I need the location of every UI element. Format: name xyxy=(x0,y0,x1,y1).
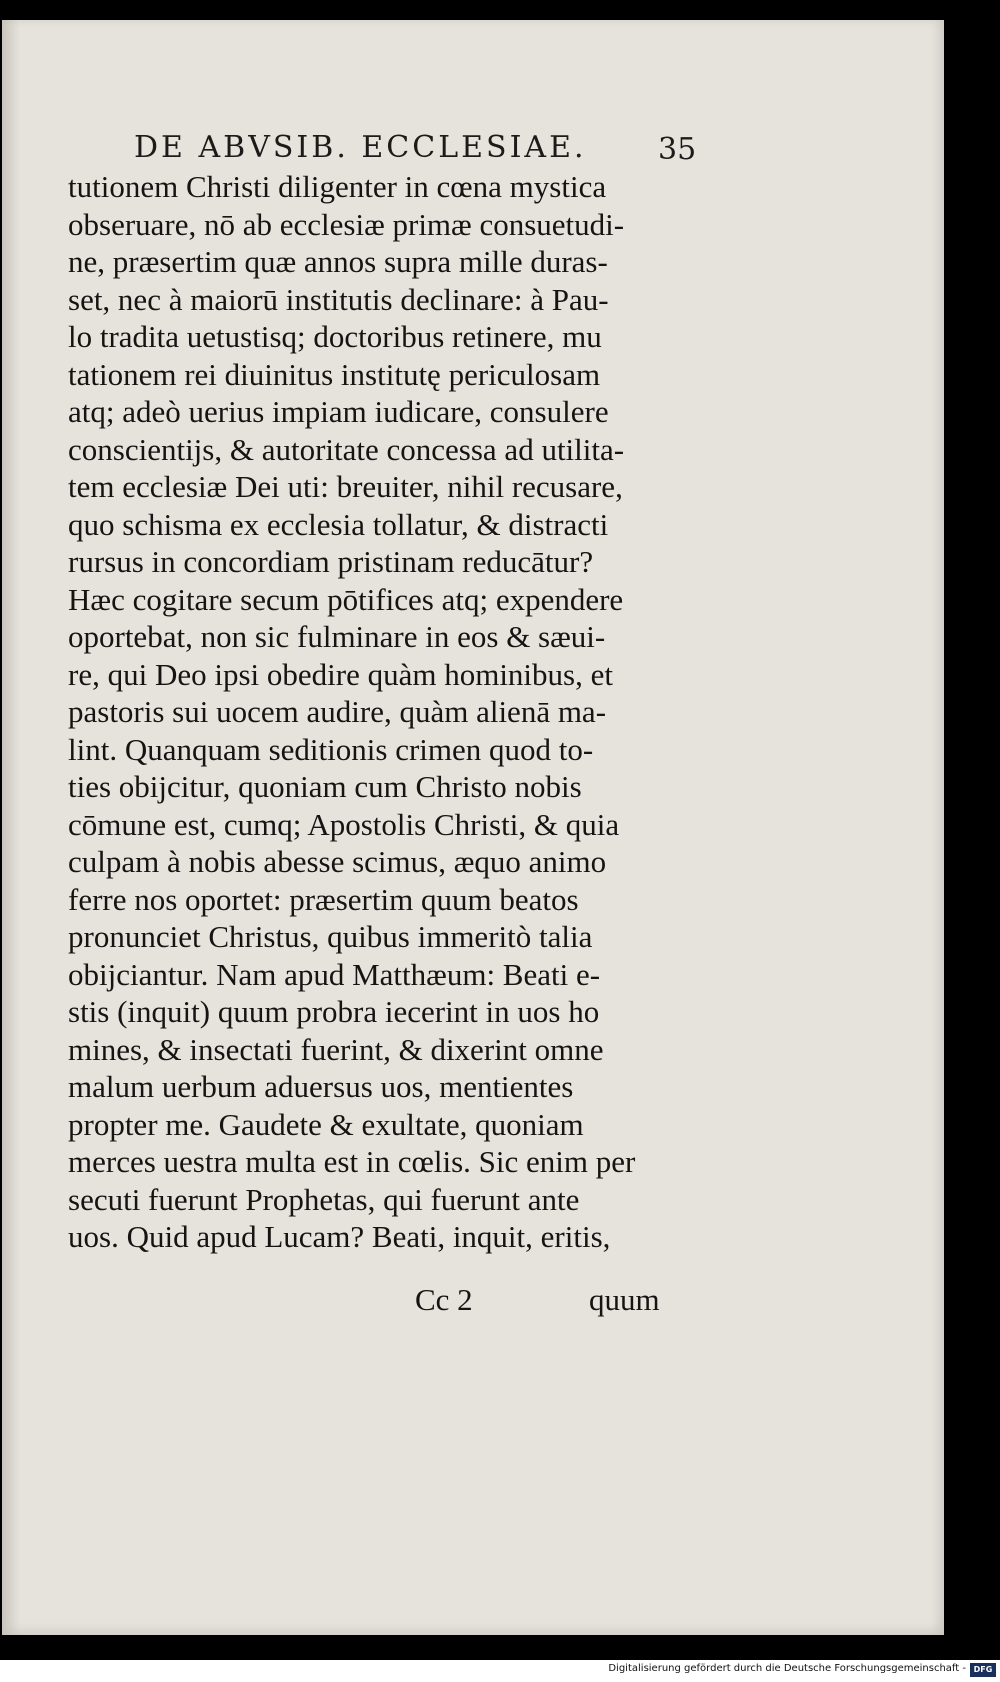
text-line: quo schisma ex ecclesia tollatur, & distracti xyxy=(68,506,609,542)
text-line: mines, & insectati fuerint, & dixerint omne xyxy=(68,1031,604,1067)
text-line: propter me. Gaudete & exultate, quoniam xyxy=(68,1106,584,1142)
text-line: rursus in concordiam pristinam reducātur? xyxy=(68,544,594,579)
text-line: lo tradita uetustisq; doctoribus retinere, mu xyxy=(68,319,602,354)
text-line: ne, præsertim quæ annos supra mille duras- xyxy=(68,244,608,279)
text-line: pastoris sui uocem audire, quàm alienā ma- xyxy=(68,694,607,729)
text-line: obijciantur. Nam apud Matthæum: Beati e- xyxy=(68,956,601,992)
funding-credit: Digitalisierung gefördert durch die Deutsche Forschungsgemeinschaft - xyxy=(608,1663,966,1674)
catchword: quum xyxy=(589,1282,660,1317)
text-line: tutionem Christi diligenter in cœna mystica xyxy=(68,169,607,204)
text-line: malum uerbum aduersus uos, mentientes xyxy=(68,1069,574,1104)
text-line: tationem rei diuinitus institutę periculosam xyxy=(68,356,601,392)
signature-mark: Cc 2 xyxy=(415,1282,473,1317)
body-text xyxy=(68,168,698,1256)
text-line: culpam à nobis abesse scimus, æquo animo xyxy=(68,844,607,879)
text-line: ties obijcitur, quoniam cum Christo nobis xyxy=(68,769,582,804)
text-line: oportebat, non sic fulminare in eos & sæui- xyxy=(68,619,606,654)
credit-bar xyxy=(0,1660,1000,1682)
text-line: stis (inquit) quum probra iecerint in uos ho xyxy=(68,994,600,1029)
text-line: lint. Quanquam seditionis crimen quod to- xyxy=(68,731,594,767)
text-line: uos. Quid apud Lucam? Beati, inquit, eritis, xyxy=(68,1219,611,1254)
text-line: secuti fuerunt Prophetas, qui fuerunt ante xyxy=(68,1181,580,1217)
book-page xyxy=(2,20,944,1635)
text-line: pronunciet Christus, quibus immeritò talia xyxy=(68,919,593,954)
text-line: conscientijs, & autoritate concessa ad utilita- xyxy=(68,431,625,467)
text-line: ferre nos oportet: præsertim quum beatos xyxy=(68,881,579,917)
dfg-logo-icon: DFG xyxy=(970,1663,996,1677)
text-line: set, nec à maiorū institutis declinare: à Pau- xyxy=(68,281,609,317)
page-footer xyxy=(2,1282,944,1322)
running-title: DE ABVSIB. ECCLESIAE. xyxy=(134,130,587,165)
text-line: re, qui Deo ipsi obedire quàm hominibus, et xyxy=(68,656,613,692)
text-line: obseruare, nō ab ecclesiæ primæ consuetudi- xyxy=(68,206,625,242)
page-number: 35 xyxy=(658,132,697,167)
text-line: atq; adeò uerius impiam iudicare, consulere xyxy=(68,394,609,429)
text-line: merces uestra multa est in cœlis. Sic enim per xyxy=(68,1144,636,1179)
page-edge-shadow xyxy=(2,20,20,1635)
text-line: cōmune est, cumq; Apostolis Christi, & quia xyxy=(68,806,620,842)
text-line: Hæc cogitare secum pōtifices atq; expendere xyxy=(68,581,624,617)
text-line: tem ecclesiæ Dei uti: breuiter, nihil recusare, xyxy=(68,469,623,504)
